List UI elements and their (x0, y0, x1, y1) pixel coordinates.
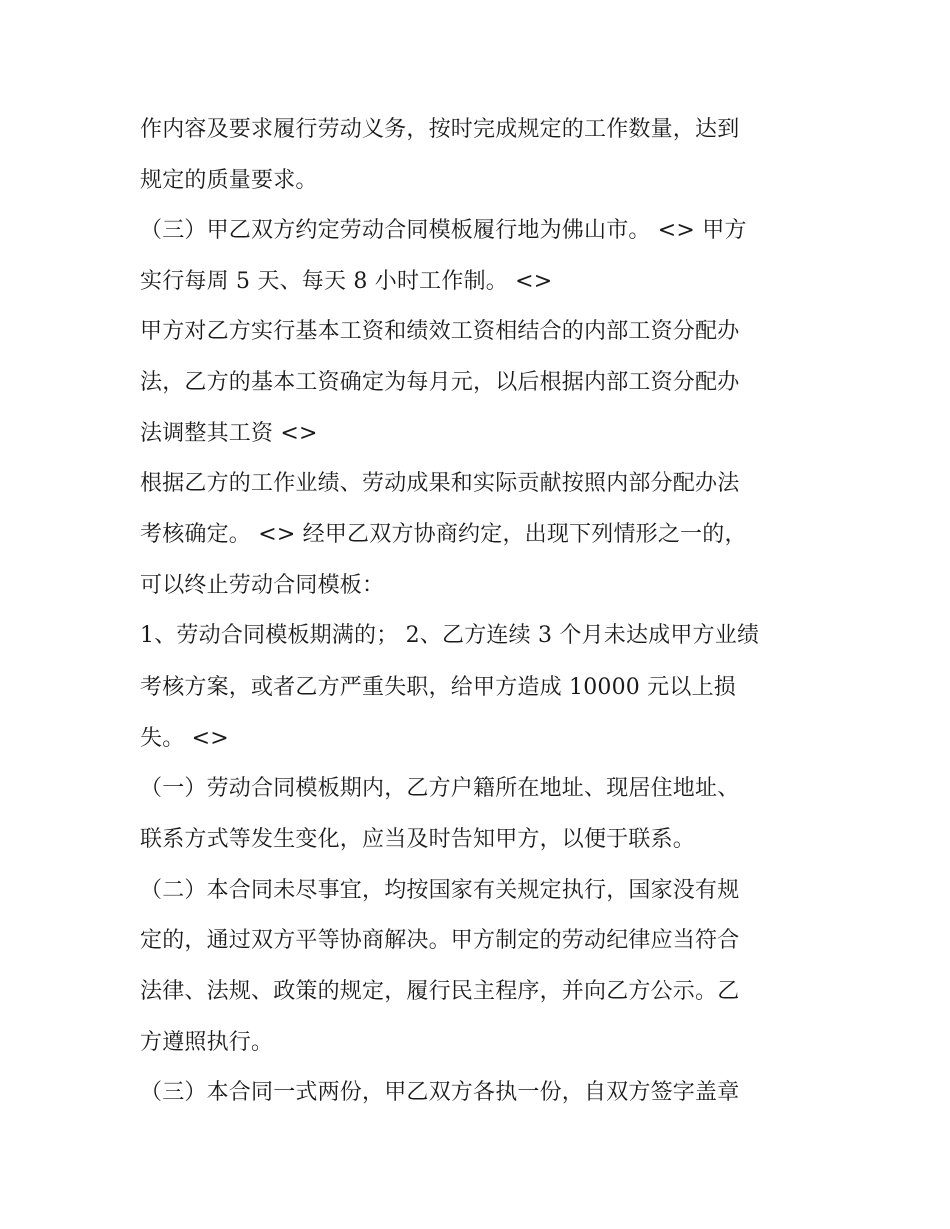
text-line: 联系方式等发生变化，应当及时告知甲方，以便于联系。 (140, 827, 696, 852)
text-line: 1、劳动合同模板期满的； 2、乙方连续 3 个月未达成甲方业绩 (140, 623, 760, 648)
text-line: 规定的质量要求。 (140, 168, 318, 193)
text-line: （三）本合同一式两份，甲乙双方各执一份，自双方签字盖章 (140, 1080, 740, 1105)
text-line: 法调整其工资 <> (140, 421, 318, 446)
text-line: 法律、法规、政策的规定，履行民主程序，并向乙方公示。乙 (140, 979, 740, 1004)
text-line: 甲方对乙方实行基本工资和绩效工资相结合的内部工资分配办 (140, 319, 740, 344)
text-line: （二）本合同未尽事宜，均按国家有关规定执行，国家没有规 (140, 878, 740, 903)
text-line: 法，乙方的基本工资确定为每月元，以后根据内部工资分配办 (140, 370, 740, 395)
text-line: （一）劳动合同模板期内，乙方户籍所在地址、现居住地址、 (140, 776, 740, 801)
text-line: 考核确定。 <> 经甲乙双方协商约定，出现下列情形之一的， (140, 522, 747, 547)
text-line: 方遵照执行。 (140, 1030, 274, 1055)
text-line: 实行每周 5 天、每天 8 小时工作制。 <> (140, 269, 553, 294)
text-line: 考核方案，或者乙方严重失职，给甲方造成 10000 元以上损 (140, 675, 736, 700)
text-line: 根据乙方的工作业绩、劳动成果和实际贡献按照内部分配办法 (140, 471, 740, 496)
text-line: （三）甲乙双方约定劳动合同模板履行地为佛山市。 <> 甲方 (140, 218, 747, 243)
text-line: 可以终止劳动合同模板： (140, 573, 385, 598)
text-line: 定的，通过双方平等协商解决。甲方制定的劳动纪律应当符合 (140, 928, 740, 953)
text-line: 作内容及要求履行劳动义务，按时完成规定的工作数量，达到 (140, 117, 740, 142)
text-line: 失。 <> (140, 726, 229, 751)
